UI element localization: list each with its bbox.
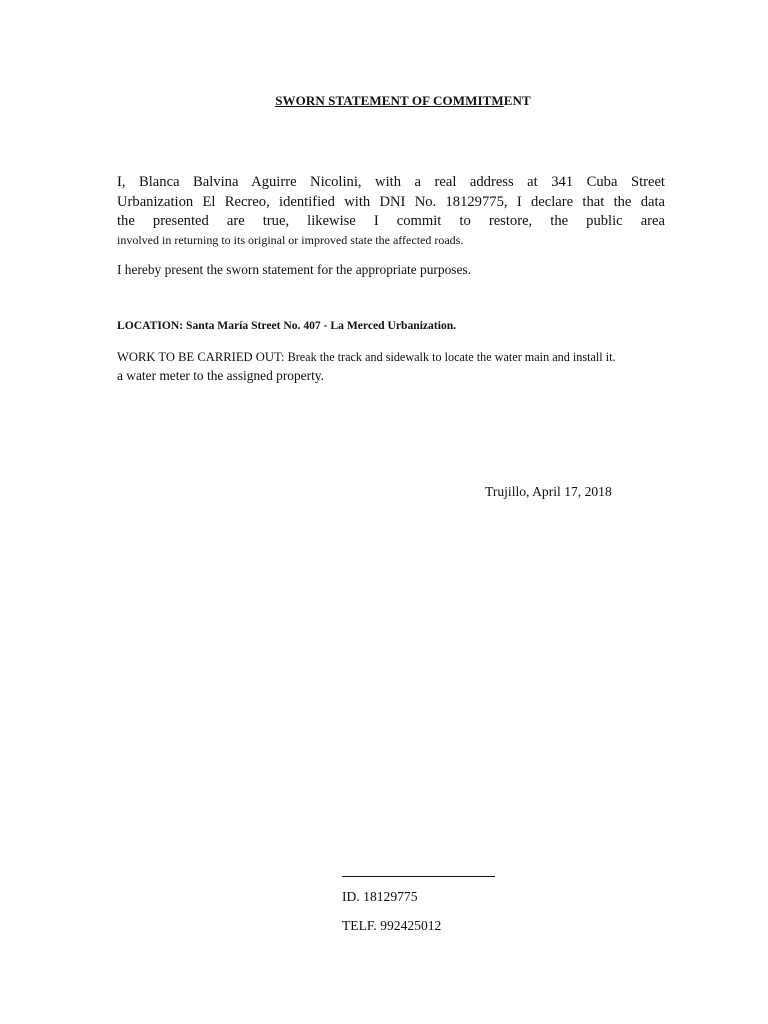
intro-line: the presented are true, likewise I commit to restore, the public area (117, 213, 665, 229)
document-title (0, 93, 768, 109)
intro-paragraph (117, 173, 665, 248)
work-description (117, 348, 616, 385)
present-statement: I hereby present the sworn statement for the appropriate purposes. (117, 262, 471, 277)
work-line-1 (117, 348, 616, 366)
work-label: WORK TO BE CARRIED OUT: (117, 350, 285, 364)
intro-last-line: involved in returning to its original or improved state the affected roads. (117, 232, 464, 247)
work-line-2: a water meter to the assigned property. (117, 368, 324, 383)
intro-line: I, Blanca Balvina Aguirre Nicolini, with a real address at 341 Cuba Street (117, 174, 665, 190)
place-date: Trujillo, April 17, 2018 (485, 484, 612, 499)
id-number: ID. 18129775 (342, 889, 418, 904)
document-title-rest: ENT (503, 93, 531, 108)
intro-line: Urbanization El Recreo, identified with DNI No. 18129775, I declare that the data (117, 193, 665, 210)
location-line: LOCATION: Santa María Street No. 407 - La Merced Urbanization. (117, 319, 457, 332)
document-title-underlined: SWORN STATEMENT OF COMMITM (275, 93, 504, 108)
signature-line (342, 876, 495, 877)
phone-number: TELF. 992425012 (342, 918, 442, 933)
work-text: Break the track and sidewalk to locate the water main and install it. (284, 350, 616, 364)
